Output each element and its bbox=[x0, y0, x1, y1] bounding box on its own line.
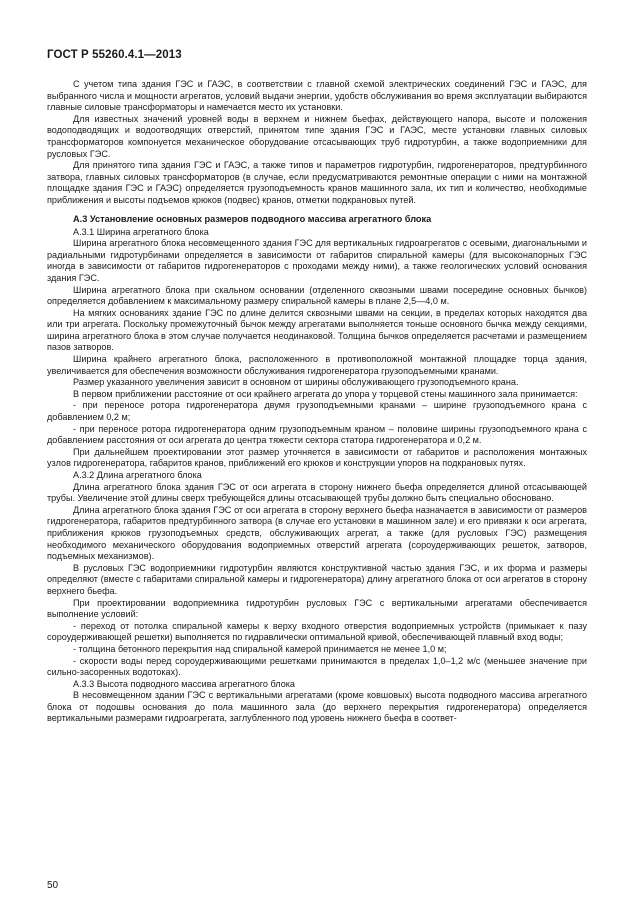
paragraph: Для принятого типа здания ГЭС и ГАЭС, а также типов и параметров гидротурбин, гидрогенераторов, предтурбинного затвора, главных силовых трансформаторов (в случае, если предусматриваются ремонтные операции с ними на монтажной площадке здания ГЭС и ГАЭС) определяется грузоподъемность кранов машинного зала, их тип и количество, необходимые приближения и высоты подъемов крюков (подвес) кранов, отметки подкрановых путей. bbox=[47, 160, 587, 205]
paragraph: На мягких основаниях здание ГЭС по длине делится сквозными швами на секции, в пределах которых находятся два или три агрегата. Поскольку промежуточный бычок между агрегатами выполняется тоньше основного бычка между секциями, ширина агрегатного блока в этом случае получается неодинаковой. Толщина бычков определяется расчетами и размещением пазов затворов. bbox=[47, 307, 587, 353]
paragraph: Для известных значений уровней воды в верхнем и нижнем бьефах, действующего напора, высоте и положения водоподводящих и водоотводящих отверстий, принятом типе здания ГЭС и ГАЭС, месте установки главных силовых трансформаторов компонуется механическое оборудование отсасывающих труб гидротурбин, а также водоприемники для русловых ГЭС. bbox=[47, 113, 587, 159]
paragraph: Ширина агрегатного блока при скальном основании (отделенного сквозными швами посередине основных бычков) определяется добавлением к максимальному размеру спиральной камеры в плане 2,5—4,0 м. bbox=[47, 284, 587, 307]
subsection-heading: А.3.1 Ширина агрегатного блока bbox=[73, 226, 209, 237]
paragraph: В первом приближении расстояние от оси крайнего агрегата до упора у торцевой стены машинного зала принимается: bbox=[73, 388, 578, 399]
paragraph: В несовмещенном здании ГЭС с вертикальными агрегатами (кроме ковшовых) высота подводного массива агрегатного блока от подошвы основания до пола машинного зала (до верхнего перекрытия гидрогенератора) определяется вертикальными размерами гидроагрегата, заглубленного под уровень нижнего бьефа в соответ- bbox=[47, 690, 587, 724]
paragraph: Ширина агрегатного блока несовмещенного здания ГЭС для вертикальных гидроагрегатов с осевыми, диагональными и радиальными гидротурбинами определяется в зависимости от габаритов спиральной камеры (для высоконапорных ГЭС иногда в зависимости от габаритов гидрогенераторов с проходами между ними), а также геологических условий основания здания ГЭС. bbox=[47, 238, 587, 283]
subsection-heading: А.3.3 Высота подводного массива агрегатного блока bbox=[73, 678, 295, 689]
paragraph: Длина агрегатного блока здания ГЭС от оси агрегата в сторону нижнего бьефа определяется длиной отсасывающей трубы. Увеличение этой длины сверх требующейся длины отсасывающей трубы должно быть специально обосновано. bbox=[47, 481, 587, 504]
list-item: - переход от потолка спиральной камеры к верху входного отверстия водоприемных устройств (примыкает к пазу сороудерживающей решетки) выполняется по гидравлически оптимальной кривой, обеспечивающей плавный вход воды; bbox=[47, 620, 587, 643]
paragraph: При проектировании водоприемника гидротурбин русловых ГЭС с вертикальными агрегатами обеспечивается выполнение условий: bbox=[47, 597, 587, 620]
paragraph: С учетом типа здания ГЭС и ГАЭС, в соответствии с главной схемой электрических соединений ГЭС и ГАЭС, для выбранного числа и мощности агрегатов, условий выдачи энергии, удобств обслуживания во время эксплуатации выбираются главные силовые трансформаторы и намечается место их установки. bbox=[47, 79, 587, 113]
list-item: - при переносе ротора гидрогенератора одним грузоподъемным краном – половине ширины грузоподъемного крана с добавлением расстояния от оси агрегата до центра тяжести сектора статора гидрогенератора и 0,2 м. bbox=[47, 423, 587, 446]
document-header: ГОСТ Р 55260.4.1—2013 bbox=[47, 49, 182, 61]
paragraph: В русловых ГЭС водоприемники гидротурбин являются конструктивной частью здания ГЭС, и их форма и размеры определяют (вместе с габаритами спиральной камеры и гидрогенератора) длину агрегатного блока от оси агрегатов в сторону верхнего бьефа. bbox=[47, 562, 587, 596]
page-number: 50 bbox=[47, 880, 59, 891]
list-item: - скорости воды перед сороудерживающими решетками принимаются в пределах 1,0–1,2 м/с (меньшее значение при сильно-засоренных водотоках). bbox=[47, 655, 587, 678]
document-body bbox=[47, 79, 587, 725]
paragraph: Размер указанного увеличения зависит в основном от ширины обслуживающего грузоподъемного крана. bbox=[73, 377, 519, 388]
paragraph: Длина агрегатного блока здания ГЭС от оси агрегата в сторону верхнего бьефа назначается в зависимости от размеров гидрогенератора, габаритов предтурбинного затвора (в случае его установки в машинном зале) и его привязки к оси агрегата, приближения крюков грузоподъемных средств, обслуживающих агрегат, а также (для русловых ГЭС) размещения необходимого механического оборудования водоприемных отверстий агрегата (сороудерживающих решеток, затворов, подъемных механизмов). bbox=[47, 504, 587, 562]
paragraph: При дальнейшем проектировании этот размер уточняется в зависимости от габаритов и расположения монтажных узлов гидрогенератора, габаритов кранов, приближений его крюков и конструкции упоров на подкрановых путях. bbox=[47, 446, 587, 469]
list-item: - толщина бетонного перекрытия над спиральной камерой принимается не менее 1,0 м; bbox=[73, 643, 447, 654]
subsection-heading: А.3.2 Длина агрегатного блока bbox=[73, 470, 202, 480]
paragraph: Ширина крайнего агрегатного блока, расположенного в противоположной монтажной площадке торца здания, увеличивается для обеспечения возможности обслуживания гидрогенератора грузоподъемными кранами. bbox=[47, 354, 587, 376]
list-item: - при переносе ротора гидрогенератора двумя грузоподъемными кранами – ширине грузоподъемного крана с добавлением 0,2 м; bbox=[47, 400, 587, 423]
section-heading: А.3 Установление основных размеров подводного массива агрегатного блока bbox=[73, 213, 432, 224]
